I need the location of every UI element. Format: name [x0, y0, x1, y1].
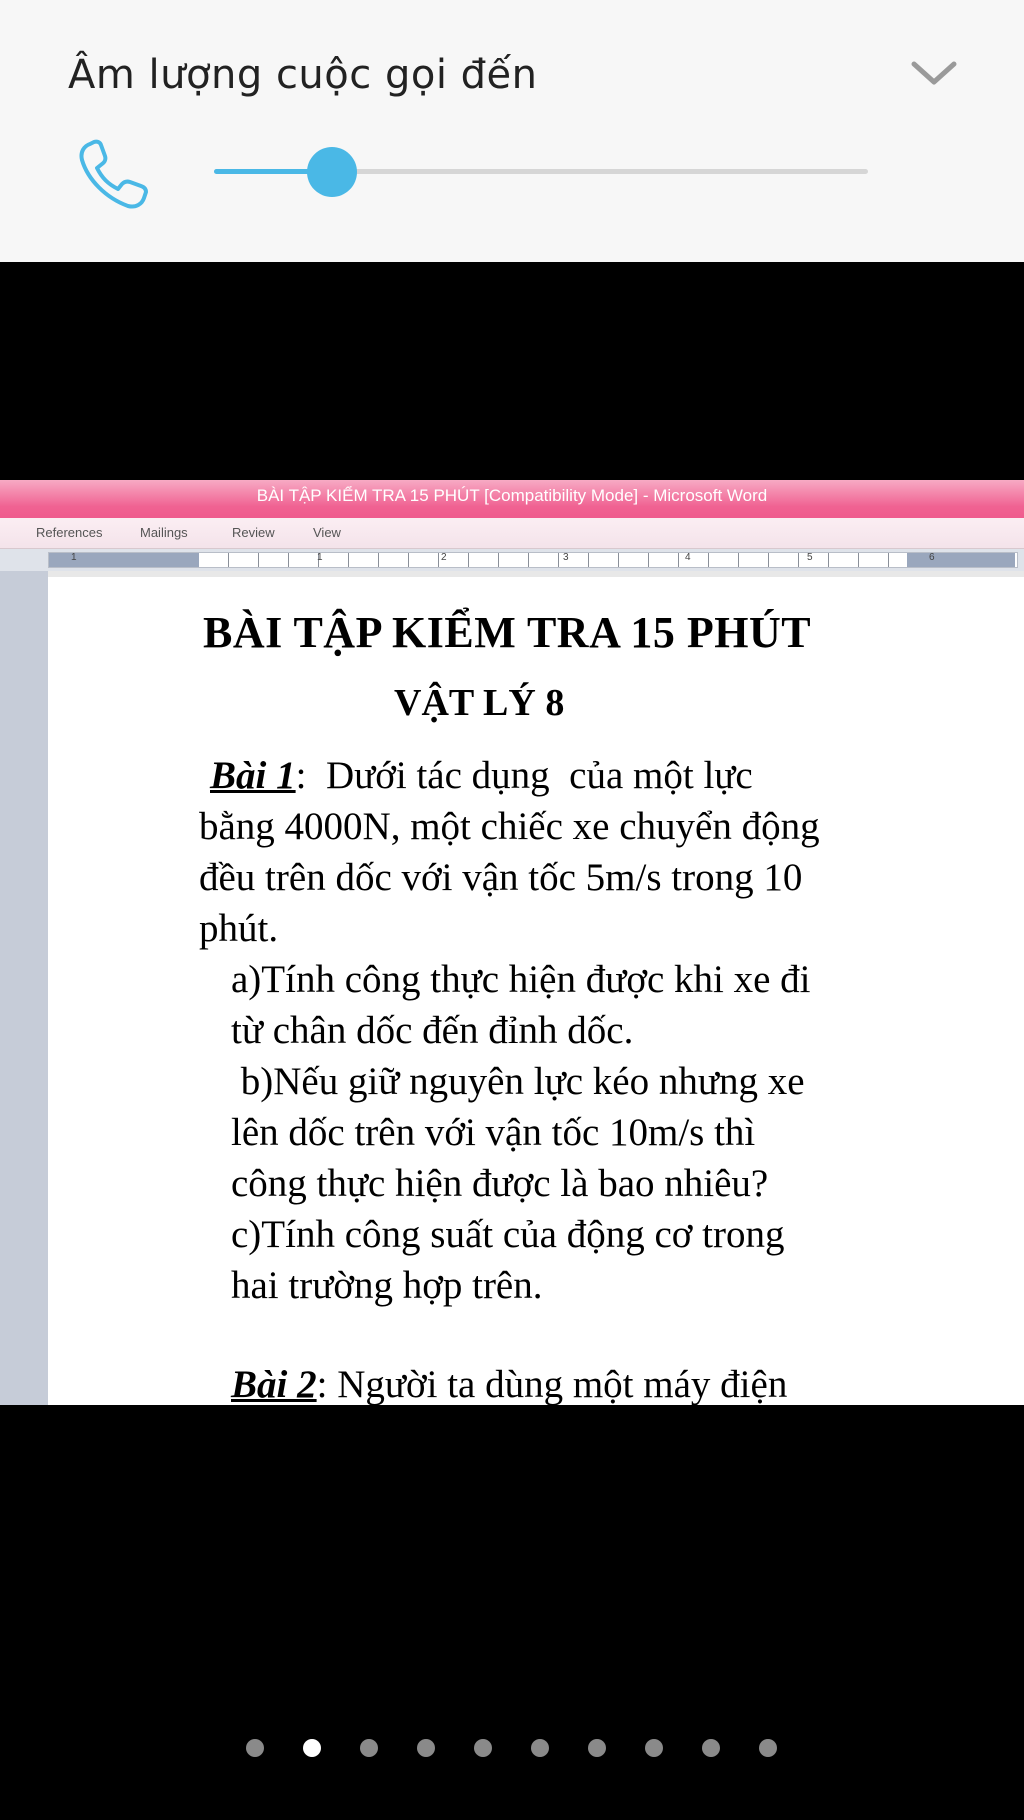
ruler-number: 1	[317, 552, 323, 563]
tab-references[interactable]: References	[36, 525, 103, 540]
slider-thumb[interactable]	[307, 147, 357, 197]
document-title: BÀI TẬP KIỂM TRA 15 PHÚT	[203, 608, 812, 657]
page-dot[interactable]	[759, 1739, 777, 1757]
ruler-area	[0, 549, 1024, 571]
tab-mailings[interactable]: Mailings	[140, 525, 188, 540]
ruler-number: 2	[441, 552, 447, 563]
ruler-number: 5	[807, 552, 813, 563]
page-dot[interactable]	[531, 1739, 549, 1757]
tab-review[interactable]: Review	[232, 525, 275, 540]
page-dot[interactable]	[474, 1739, 492, 1757]
word-window	[0, 480, 1024, 1405]
bai1-item: hai trường hợp trên.	[231, 1264, 543, 1307]
horizontal-ruler	[48, 552, 1018, 568]
bai1-item: lên dốc trên với vận tốc 10m/s thì	[231, 1111, 756, 1154]
document-page[interactable]	[48, 577, 1024, 1405]
call-volume-slider[interactable]	[214, 147, 868, 197]
bai1-item: c)Tính công suất của động cơ trong	[231, 1213, 785, 1256]
bai2-label: Bài 2	[231, 1363, 317, 1405]
page-dot[interactable]	[360, 1739, 378, 1757]
bai2-first-line	[231, 1359, 787, 1405]
page-dot[interactable]	[702, 1739, 720, 1757]
bai1-item: từ chân dốc đến đỉnh dốc.	[231, 1009, 634, 1052]
page-dot[interactable]	[246, 1739, 264, 1757]
tab-view[interactable]: View	[313, 525, 341, 540]
ribbon-tabs	[0, 518, 1024, 549]
chevron-down-icon[interactable]	[906, 54, 962, 94]
ruler-number: 3	[563, 552, 569, 563]
bai1-line: : Dưới tác dụng của một lực	[295, 754, 753, 797]
page-dot[interactable]	[645, 1739, 663, 1757]
page-dot[interactable]	[588, 1739, 606, 1757]
phone-icon	[76, 136, 152, 212]
bai1-item: b)Nếu giữ nguyên lực kéo nhưng xe	[231, 1060, 805, 1103]
bai1-line: phút.	[199, 907, 279, 950]
bai1-line: bằng 4000N, một chiếc xe chuyển động	[199, 805, 820, 848]
bai1-label: Bài 1	[210, 754, 296, 797]
document-subtitle: VẬT LÝ 8	[394, 682, 565, 724]
ruler-number: 4	[685, 552, 691, 563]
title-bar	[0, 480, 1024, 518]
ruler-number: 1	[71, 552, 77, 563]
bai1-first-line	[210, 750, 753, 801]
page-indicator	[0, 1739, 1024, 1759]
bai1-item: a)Tính công thực hiện được khi xe đi	[231, 958, 811, 1001]
left-gutter	[0, 571, 48, 1405]
window-title: BÀI TẬP KIỂM TRA 15 PHÚT [Compatibility Mode] - Microsoft Word	[256, 486, 768, 505]
call-volume-panel	[0, 0, 1024, 262]
ruler-number: 6	[929, 552, 935, 563]
bai1-line: đều trên dốc với vận tốc 5m/s trong 10	[199, 856, 803, 899]
volume-panel-title: Âm lượng cuộc gọi đến	[68, 52, 538, 98]
bai2-text: : Người ta dùng một máy điện	[316, 1363, 788, 1405]
page-dot[interactable]	[417, 1739, 435, 1757]
ruler-right-margin	[907, 553, 1015, 567]
page-dot[interactable]	[303, 1739, 321, 1757]
bai1-item: công thực hiện được là bao nhiêu?	[231, 1162, 769, 1205]
